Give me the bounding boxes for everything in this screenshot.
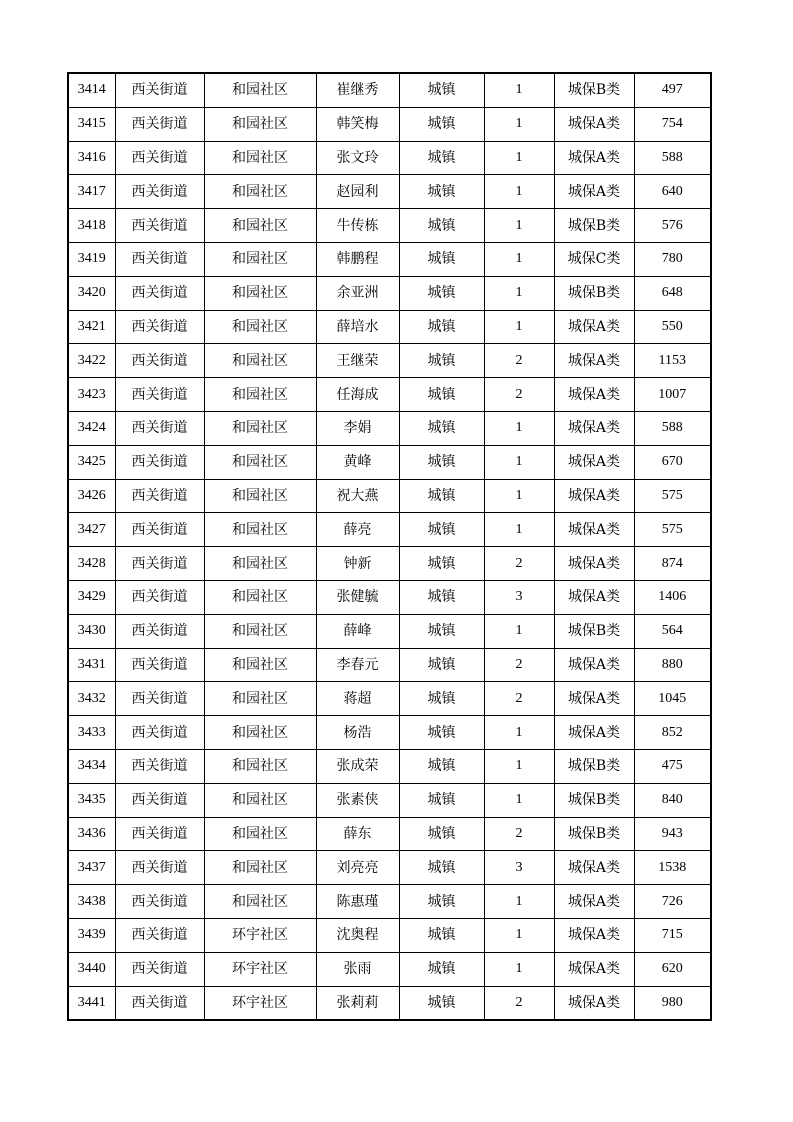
- person-name-cell: 李春元: [316, 648, 399, 682]
- household-count-cell: 1: [484, 749, 554, 783]
- household-count-cell: 1: [484, 885, 554, 919]
- category-cell: 城保A类: [554, 107, 634, 141]
- street-cell: 西关街道: [115, 513, 204, 547]
- community-cell: 和园社区: [204, 276, 316, 310]
- household-count-cell: 1: [484, 952, 554, 986]
- amount-cell: 1153: [634, 344, 711, 378]
- street-cell: 西关街道: [115, 378, 204, 412]
- area-type-cell: 城镇: [399, 411, 484, 445]
- household-count-cell: 2: [484, 986, 554, 1020]
- community-cell: 和园社区: [204, 817, 316, 851]
- household-count-cell: 1: [484, 209, 554, 243]
- row-id-cell: 3419: [68, 242, 115, 276]
- area-type-cell: 城镇: [399, 918, 484, 952]
- community-cell: 和园社区: [204, 378, 316, 412]
- household-count-cell: 3: [484, 580, 554, 614]
- community-cell: 和园社区: [204, 547, 316, 581]
- household-count-cell: 2: [484, 682, 554, 716]
- row-id-cell: 3428: [68, 547, 115, 581]
- community-cell: 和园社区: [204, 851, 316, 885]
- amount-cell: 620: [634, 952, 711, 986]
- street-cell: 西关街道: [115, 73, 204, 107]
- amount-cell: 874: [634, 547, 711, 581]
- person-name-cell: 韩笑梅: [316, 107, 399, 141]
- community-cell: 和园社区: [204, 310, 316, 344]
- row-id-cell: 3418: [68, 209, 115, 243]
- amount-cell: 475: [634, 749, 711, 783]
- table-row: [68, 547, 711, 581]
- category-cell: 城保A类: [554, 885, 634, 919]
- community-cell: 和园社区: [204, 411, 316, 445]
- row-id-cell: 3435: [68, 783, 115, 817]
- amount-cell: 575: [634, 479, 711, 513]
- community-cell: 和园社区: [204, 107, 316, 141]
- person-name-cell: 薛亮: [316, 513, 399, 547]
- row-id-cell: 3433: [68, 716, 115, 750]
- household-count-cell: 2: [484, 547, 554, 581]
- area-type-cell: 城镇: [399, 716, 484, 750]
- row-id-cell: 3432: [68, 682, 115, 716]
- community-cell: 和园社区: [204, 580, 316, 614]
- category-cell: 城保B类: [554, 614, 634, 648]
- category-cell: 城保A类: [554, 378, 634, 412]
- street-cell: 西关街道: [115, 986, 204, 1020]
- category-cell: 城保A类: [554, 986, 634, 1020]
- table-row: [68, 73, 711, 107]
- community-cell: 和园社区: [204, 209, 316, 243]
- person-name-cell: 钟新: [316, 547, 399, 581]
- street-cell: 西关街道: [115, 276, 204, 310]
- community-cell: 环宇社区: [204, 986, 316, 1020]
- area-type-cell: 城镇: [399, 445, 484, 479]
- area-type-cell: 城镇: [399, 682, 484, 716]
- person-name-cell: 薛培水: [316, 310, 399, 344]
- table-row: [68, 986, 711, 1020]
- row-id-cell: 3440: [68, 952, 115, 986]
- table-row: [68, 783, 711, 817]
- table-row: [68, 749, 711, 783]
- street-cell: 西关街道: [115, 209, 204, 243]
- category-cell: 城保A类: [554, 851, 634, 885]
- household-count-cell: 2: [484, 648, 554, 682]
- area-type-cell: 城镇: [399, 276, 484, 310]
- community-cell: 和园社区: [204, 175, 316, 209]
- amount-cell: 726: [634, 885, 711, 919]
- amount-cell: 1538: [634, 851, 711, 885]
- row-id-cell: 3441: [68, 986, 115, 1020]
- person-name-cell: 王继荣: [316, 344, 399, 378]
- row-id-cell: 3426: [68, 479, 115, 513]
- street-cell: 西关街道: [115, 310, 204, 344]
- household-count-cell: 1: [484, 445, 554, 479]
- row-id-cell: 3430: [68, 614, 115, 648]
- amount-cell: 670: [634, 445, 711, 479]
- person-name-cell: 蒋超: [316, 682, 399, 716]
- area-type-cell: 城镇: [399, 107, 484, 141]
- person-name-cell: 张素侠: [316, 783, 399, 817]
- area-type-cell: 城镇: [399, 378, 484, 412]
- category-cell: 城保B类: [554, 276, 634, 310]
- street-cell: 西关街道: [115, 648, 204, 682]
- row-id-cell: 3420: [68, 276, 115, 310]
- amount-cell: 754: [634, 107, 711, 141]
- person-name-cell: 沈奥程: [316, 918, 399, 952]
- street-cell: 西关街道: [115, 817, 204, 851]
- street-cell: 西关街道: [115, 716, 204, 750]
- amount-cell: 575: [634, 513, 711, 547]
- amount-cell: 880: [634, 648, 711, 682]
- table-row: [68, 141, 711, 175]
- table-row: [68, 885, 711, 919]
- category-cell: 城保A类: [554, 175, 634, 209]
- row-id-cell: 3436: [68, 817, 115, 851]
- area-type-cell: 城镇: [399, 851, 484, 885]
- person-name-cell: 陈惠瑾: [316, 885, 399, 919]
- person-name-cell: 任海成: [316, 378, 399, 412]
- amount-cell: 497: [634, 73, 711, 107]
- person-name-cell: 刘亮亮: [316, 851, 399, 885]
- street-cell: 西关街道: [115, 175, 204, 209]
- person-name-cell: 余亚洲: [316, 276, 399, 310]
- table-row: [68, 276, 711, 310]
- row-id-cell: 3431: [68, 648, 115, 682]
- street-cell: 西关街道: [115, 783, 204, 817]
- row-id-cell: 3423: [68, 378, 115, 412]
- amount-cell: 980: [634, 986, 711, 1020]
- street-cell: 西关街道: [115, 411, 204, 445]
- household-count-cell: 1: [484, 411, 554, 445]
- community-cell: 和园社区: [204, 513, 316, 547]
- community-cell: 和园社区: [204, 885, 316, 919]
- amount-cell: 1045: [634, 682, 711, 716]
- category-cell: 城保A类: [554, 918, 634, 952]
- household-count-cell: 1: [484, 107, 554, 141]
- area-type-cell: 城镇: [399, 175, 484, 209]
- category-cell: 城保A类: [554, 310, 634, 344]
- area-type-cell: 城镇: [399, 141, 484, 175]
- row-id-cell: 3421: [68, 310, 115, 344]
- community-cell: 和园社区: [204, 716, 316, 750]
- category-cell: 城保A类: [554, 513, 634, 547]
- area-type-cell: 城镇: [399, 749, 484, 783]
- table-row: [68, 107, 711, 141]
- area-type-cell: 城镇: [399, 783, 484, 817]
- category-cell: 城保A类: [554, 547, 634, 581]
- area-type-cell: 城镇: [399, 614, 484, 648]
- street-cell: 西关街道: [115, 580, 204, 614]
- category-cell: 城保A类: [554, 479, 634, 513]
- row-id-cell: 3422: [68, 344, 115, 378]
- area-type-cell: 城镇: [399, 952, 484, 986]
- row-id-cell: 3434: [68, 749, 115, 783]
- table-row: [68, 175, 711, 209]
- household-count-cell: 1: [484, 242, 554, 276]
- person-name-cell: 张文玲: [316, 141, 399, 175]
- area-type-cell: 城镇: [399, 73, 484, 107]
- person-name-cell: 张成荣: [316, 749, 399, 783]
- category-cell: 城保B类: [554, 73, 634, 107]
- street-cell: 西关街道: [115, 547, 204, 581]
- street-cell: 西关街道: [115, 445, 204, 479]
- person-name-cell: 张雨: [316, 952, 399, 986]
- category-cell: 城保B类: [554, 817, 634, 851]
- household-count-cell: 1: [484, 276, 554, 310]
- category-cell: 城保B类: [554, 749, 634, 783]
- household-count-cell: 1: [484, 783, 554, 817]
- community-cell: 和园社区: [204, 242, 316, 276]
- household-count-cell: 2: [484, 378, 554, 412]
- household-count-cell: 3: [484, 851, 554, 885]
- person-name-cell: 赵园利: [316, 175, 399, 209]
- amount-cell: 648: [634, 276, 711, 310]
- table-row: [68, 411, 711, 445]
- person-name-cell: 张莉莉: [316, 986, 399, 1020]
- person-name-cell: 祝大燕: [316, 479, 399, 513]
- category-cell: 城保B类: [554, 209, 634, 243]
- table-row: [68, 648, 711, 682]
- amount-cell: 550: [634, 310, 711, 344]
- street-cell: 西关街道: [115, 141, 204, 175]
- category-cell: 城保A类: [554, 952, 634, 986]
- category-cell: 城保A类: [554, 411, 634, 445]
- category-cell: 城保A类: [554, 445, 634, 479]
- area-type-cell: 城镇: [399, 885, 484, 919]
- area-type-cell: 城镇: [399, 209, 484, 243]
- row-id-cell: 3425: [68, 445, 115, 479]
- table-row: [68, 817, 711, 851]
- row-id-cell: 3416: [68, 141, 115, 175]
- row-id-cell: 3439: [68, 918, 115, 952]
- community-cell: 环宇社区: [204, 918, 316, 952]
- household-count-cell: 1: [484, 918, 554, 952]
- category-cell: 城保A类: [554, 648, 634, 682]
- amount-cell: 1406: [634, 580, 711, 614]
- category-cell: 城保A类: [554, 580, 634, 614]
- community-cell: 和园社区: [204, 648, 316, 682]
- amount-cell: 588: [634, 411, 711, 445]
- amount-cell: 780: [634, 242, 711, 276]
- table-row: [68, 580, 711, 614]
- community-cell: 和园社区: [204, 614, 316, 648]
- row-id-cell: 3424: [68, 411, 115, 445]
- table-row: [68, 851, 711, 885]
- household-count-cell: 1: [484, 614, 554, 648]
- amount-cell: 640: [634, 175, 711, 209]
- row-id-cell: 3427: [68, 513, 115, 547]
- category-cell: 城保B类: [554, 783, 634, 817]
- row-id-cell: 3437: [68, 851, 115, 885]
- street-cell: 西关街道: [115, 749, 204, 783]
- category-cell: 城保C类: [554, 242, 634, 276]
- household-count-cell: 1: [484, 513, 554, 547]
- row-id-cell: 3415: [68, 107, 115, 141]
- street-cell: 西关街道: [115, 918, 204, 952]
- household-count-cell: 1: [484, 175, 554, 209]
- area-type-cell: 城镇: [399, 817, 484, 851]
- household-count-cell: 1: [484, 479, 554, 513]
- street-cell: 西关街道: [115, 344, 204, 378]
- row-id-cell: 3438: [68, 885, 115, 919]
- street-cell: 西关街道: [115, 682, 204, 716]
- row-id-cell: 3414: [68, 73, 115, 107]
- benefit-roster-table: [67, 72, 712, 1021]
- table-row: [68, 614, 711, 648]
- area-type-cell: 城镇: [399, 242, 484, 276]
- person-name-cell: 崔继秀: [316, 73, 399, 107]
- person-name-cell: 薛东: [316, 817, 399, 851]
- community-cell: 和园社区: [204, 73, 316, 107]
- street-cell: 西关街道: [115, 242, 204, 276]
- table-row: [68, 344, 711, 378]
- table-row: [68, 242, 711, 276]
- row-id-cell: 3429: [68, 580, 115, 614]
- amount-cell: 576: [634, 209, 711, 243]
- area-type-cell: 城镇: [399, 547, 484, 581]
- area-type-cell: 城镇: [399, 479, 484, 513]
- area-type-cell: 城镇: [399, 310, 484, 344]
- amount-cell: 564: [634, 614, 711, 648]
- community-cell: 环宇社区: [204, 952, 316, 986]
- street-cell: 西关街道: [115, 107, 204, 141]
- row-id-cell: 3417: [68, 175, 115, 209]
- table-row: [68, 209, 711, 243]
- category-cell: 城保A类: [554, 141, 634, 175]
- household-count-cell: 1: [484, 141, 554, 175]
- person-name-cell: 韩鹏程: [316, 242, 399, 276]
- household-count-cell: 1: [484, 716, 554, 750]
- street-cell: 西关街道: [115, 851, 204, 885]
- person-name-cell: 牛传栋: [316, 209, 399, 243]
- street-cell: 西关街道: [115, 614, 204, 648]
- table-row: [68, 952, 711, 986]
- table-row: [68, 918, 711, 952]
- household-count-cell: 1: [484, 310, 554, 344]
- person-name-cell: 李娟: [316, 411, 399, 445]
- area-type-cell: 城镇: [399, 986, 484, 1020]
- street-cell: 西关街道: [115, 479, 204, 513]
- area-type-cell: 城镇: [399, 580, 484, 614]
- table-row: [68, 513, 711, 547]
- street-cell: 西关街道: [115, 885, 204, 919]
- category-cell: 城保A类: [554, 344, 634, 378]
- table-row: [68, 479, 711, 513]
- community-cell: 和园社区: [204, 445, 316, 479]
- household-count-cell: 2: [484, 817, 554, 851]
- table-row: [68, 716, 711, 750]
- amount-cell: 943: [634, 817, 711, 851]
- person-name-cell: 杨浩: [316, 716, 399, 750]
- household-count-cell: 1: [484, 73, 554, 107]
- community-cell: 和园社区: [204, 344, 316, 378]
- table-row: [68, 378, 711, 412]
- amount-cell: 1007: [634, 378, 711, 412]
- table-body: [68, 73, 711, 1020]
- table-row: [68, 682, 711, 716]
- area-type-cell: 城镇: [399, 648, 484, 682]
- person-name-cell: 黄峰: [316, 445, 399, 479]
- amount-cell: 588: [634, 141, 711, 175]
- area-type-cell: 城镇: [399, 513, 484, 547]
- person-name-cell: 薛峰: [316, 614, 399, 648]
- amount-cell: 840: [634, 783, 711, 817]
- table-row: [68, 310, 711, 344]
- category-cell: 城保A类: [554, 716, 634, 750]
- community-cell: 和园社区: [204, 749, 316, 783]
- street-cell: 西关街道: [115, 952, 204, 986]
- community-cell: 和园社区: [204, 141, 316, 175]
- person-name-cell: 张健毓: [316, 580, 399, 614]
- table-row: [68, 445, 711, 479]
- community-cell: 和园社区: [204, 682, 316, 716]
- household-count-cell: 2: [484, 344, 554, 378]
- community-cell: 和园社区: [204, 783, 316, 817]
- category-cell: 城保A类: [554, 682, 634, 716]
- area-type-cell: 城镇: [399, 344, 484, 378]
- amount-cell: 715: [634, 918, 711, 952]
- amount-cell: 852: [634, 716, 711, 750]
- community-cell: 和园社区: [204, 479, 316, 513]
